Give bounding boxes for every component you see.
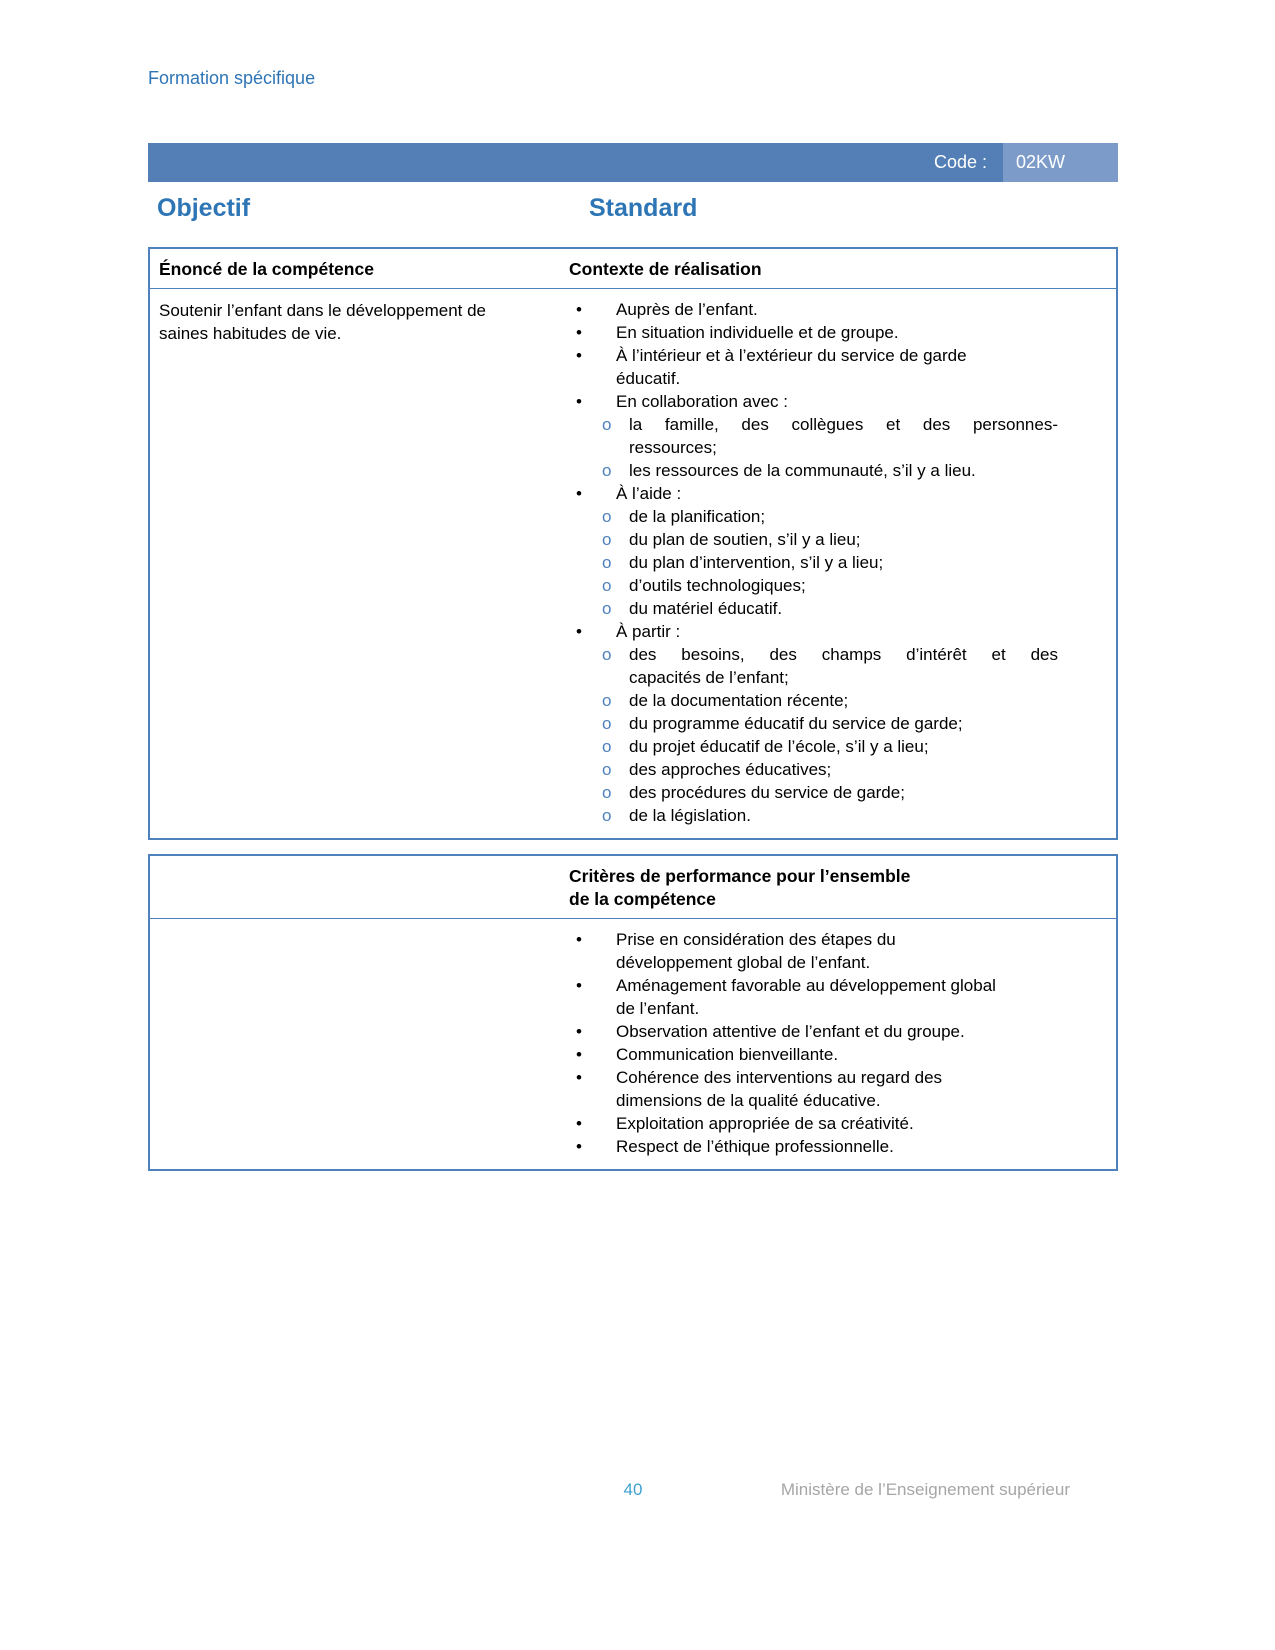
bullet-icon: • — [576, 1137, 582, 1156]
bullet-item — [569, 1020, 1058, 1043]
criteres-table — [148, 854, 1118, 1171]
sub-bullet-item — [569, 781, 1058, 804]
bullet-icon: • — [576, 392, 582, 411]
sub-bullet-item — [569, 505, 1058, 528]
circle-bullet-icon: o — [602, 553, 612, 572]
circle-bullet-icon: o — [602, 576, 612, 595]
circle-bullet-icon: o — [602, 507, 612, 526]
bullet-item — [569, 620, 1058, 643]
text-line: Aménagement favorable au développement global — [616, 976, 996, 995]
tables-area — [148, 247, 1118, 1171]
bullet-text: Auprès de l’enfant. — [616, 300, 758, 319]
competence-statement — [150, 289, 560, 838]
contexte-realisation-list — [560, 289, 1116, 838]
bullet-text: de la documentation récente; — [629, 691, 849, 710]
bullet-text — [616, 1066, 1058, 1112]
page-footer — [148, 1480, 1118, 1504]
text-line: développement global de l’enfant. — [616, 953, 871, 972]
bullet-text: En situation individuelle et de groupe. — [616, 323, 899, 342]
sub-bullet-item — [569, 712, 1058, 735]
contexte-realisation-header: Contexte de réalisation — [569, 259, 762, 279]
bullet-text: les ressources de la communauté, s’il y a lieu. — [629, 461, 976, 480]
bullet-item — [569, 344, 1058, 390]
page-number: 40 — [623, 1480, 643, 1499]
circle-bullet-icon: o — [602, 737, 612, 756]
circle-bullet-icon: o — [602, 461, 612, 480]
text-line: de l’enfant. — [616, 999, 700, 1018]
bullet-item — [569, 298, 1058, 321]
code-value: 02KW — [1016, 152, 1066, 172]
bullet-text: du plan d’intervention, s’il y a lieu; — [629, 553, 884, 572]
competence-table-body — [150, 289, 1116, 838]
text-line: À l’intérieur et à l’extérieur du service de garde — [616, 346, 967, 365]
bullet-text: À partir : — [616, 622, 681, 641]
bullet-icon: • — [576, 484, 582, 503]
bullet-icon: • — [576, 930, 582, 949]
bullet-icon: • — [576, 1045, 582, 1064]
bullet-item — [569, 1066, 1058, 1112]
circle-bullet-icon: o — [602, 714, 612, 733]
code-label: Code : — [933, 152, 987, 172]
sub-bullet-item — [569, 689, 1058, 712]
sub-bullet-item — [569, 643, 1058, 689]
bullet-icon: • — [576, 1068, 582, 1087]
text-line: la famille, des collègues et des personnes- — [629, 415, 1058, 434]
criteres-empty-cell — [150, 919, 560, 1169]
bullet-icon: • — [576, 300, 582, 319]
sub-bullet-item — [569, 735, 1058, 758]
criteres-performance-header — [560, 856, 1116, 918]
bullet-item — [569, 974, 1058, 1020]
circle-bullet-icon: o — [602, 645, 612, 664]
competence-table — [148, 247, 1118, 840]
code-value-box — [1003, 143, 1118, 182]
bullet-text: du plan de soutien, s’il y a lieu; — [629, 530, 861, 549]
bullet-text — [616, 928, 1058, 974]
bullet-text: des procédures du service de garde; — [629, 783, 905, 802]
sub-bullet-item — [569, 804, 1058, 827]
text-line: Prise en considération des étapes du — [616, 930, 896, 949]
circle-bullet-icon: o — [602, 783, 612, 802]
text-line: saines habitudes de vie. — [159, 324, 342, 343]
bullet-text — [629, 413, 1058, 459]
bullet-text: d’outils technologiques; — [629, 576, 806, 595]
bullet-item — [569, 928, 1058, 974]
bullet-text — [616, 344, 1058, 390]
bullet-item — [569, 321, 1058, 344]
text-line: Soutenir l’enfant dans le développement de — [159, 301, 487, 320]
text-line: ressources; — [629, 438, 717, 457]
bullet-item — [569, 482, 1058, 505]
footer-ministry-label: Ministère de l’Enseignement supérieur — [780, 1480, 1070, 1499]
bullet-text: Observation attentive de l’enfant et du groupe. — [616, 1022, 965, 1041]
bullet-item — [569, 390, 1058, 413]
bullet-text: de la législation. — [629, 806, 751, 825]
bullet-icon: • — [576, 1114, 582, 1133]
text-line: Cohérence des interventions au regard des — [616, 1068, 943, 1087]
criteres-table-body — [150, 919, 1116, 1169]
bullet-text: À l’aide : — [616, 484, 682, 503]
bullet-text: Respect de l’éthique professionnelle. — [616, 1137, 894, 1156]
bullet-text: En collaboration avec : — [616, 392, 788, 411]
text-line: dimensions de la qualité éducative. — [616, 1091, 881, 1110]
standard-heading: Standard — [589, 194, 698, 222]
text-line: éducatif. — [616, 369, 681, 388]
bullet-icon: • — [576, 622, 582, 641]
circle-bullet-icon: o — [602, 691, 612, 710]
circle-bullet-icon: o — [602, 806, 612, 825]
competence-table-header-row — [150, 249, 1116, 289]
bullet-icon: • — [576, 976, 582, 995]
bullet-icon: • — [576, 323, 582, 342]
section-label: Formation spécifique — [148, 68, 316, 88]
bullet-text: des approches éducatives; — [629, 760, 832, 779]
sub-bullet-item — [569, 413, 1058, 459]
sub-bullet-item — [569, 551, 1058, 574]
bullet-item — [569, 1135, 1058, 1158]
circle-bullet-icon: o — [602, 530, 612, 549]
bullet-icon: • — [576, 346, 582, 365]
text-line: Critères de performance pour l’ensemble — [569, 866, 911, 886]
bullet-text: du programme éducatif du service de garde; — [629, 714, 963, 733]
circle-bullet-icon: o — [602, 599, 612, 618]
bullet-item — [569, 1112, 1058, 1135]
circle-bullet-icon: o — [602, 760, 612, 779]
objectif-heading: Objectif — [157, 194, 251, 222]
criteres-header-empty-cell — [150, 856, 560, 918]
sub-bullet-item — [569, 597, 1058, 620]
sub-bullet-item — [569, 574, 1058, 597]
bullet-text — [629, 643, 1058, 689]
bullet-text: du projet éducatif de l’école, s’il y a lieu; — [629, 737, 929, 756]
bullet-text: de la planification; — [629, 507, 766, 526]
criteres-table-header-row — [150, 856, 1116, 919]
bullet-text: Exploitation appropriée de sa créativité. — [616, 1114, 914, 1133]
code-header-bar — [148, 143, 1118, 182]
bullet-text: Communication bienveillante. — [616, 1045, 839, 1064]
bullet-item — [569, 1043, 1058, 1066]
text-line: capacités de l’enfant; — [629, 668, 789, 687]
enonce-competence-header: Énoncé de la compétence — [159, 259, 374, 279]
sub-bullet-item — [569, 758, 1058, 781]
text-line: de la compétence — [569, 889, 716, 909]
text-line: des besoins, des champs d’intérêt et des — [629, 645, 1058, 664]
criteres-performance-list — [560, 919, 1116, 1169]
circle-bullet-icon: o — [602, 415, 612, 434]
bullet-text — [616, 974, 1058, 1020]
sub-bullet-item — [569, 459, 1058, 482]
sub-bullet-item — [569, 528, 1058, 551]
bullet-icon: • — [576, 1022, 582, 1041]
bullet-text: du matériel éducatif. — [629, 599, 783, 618]
